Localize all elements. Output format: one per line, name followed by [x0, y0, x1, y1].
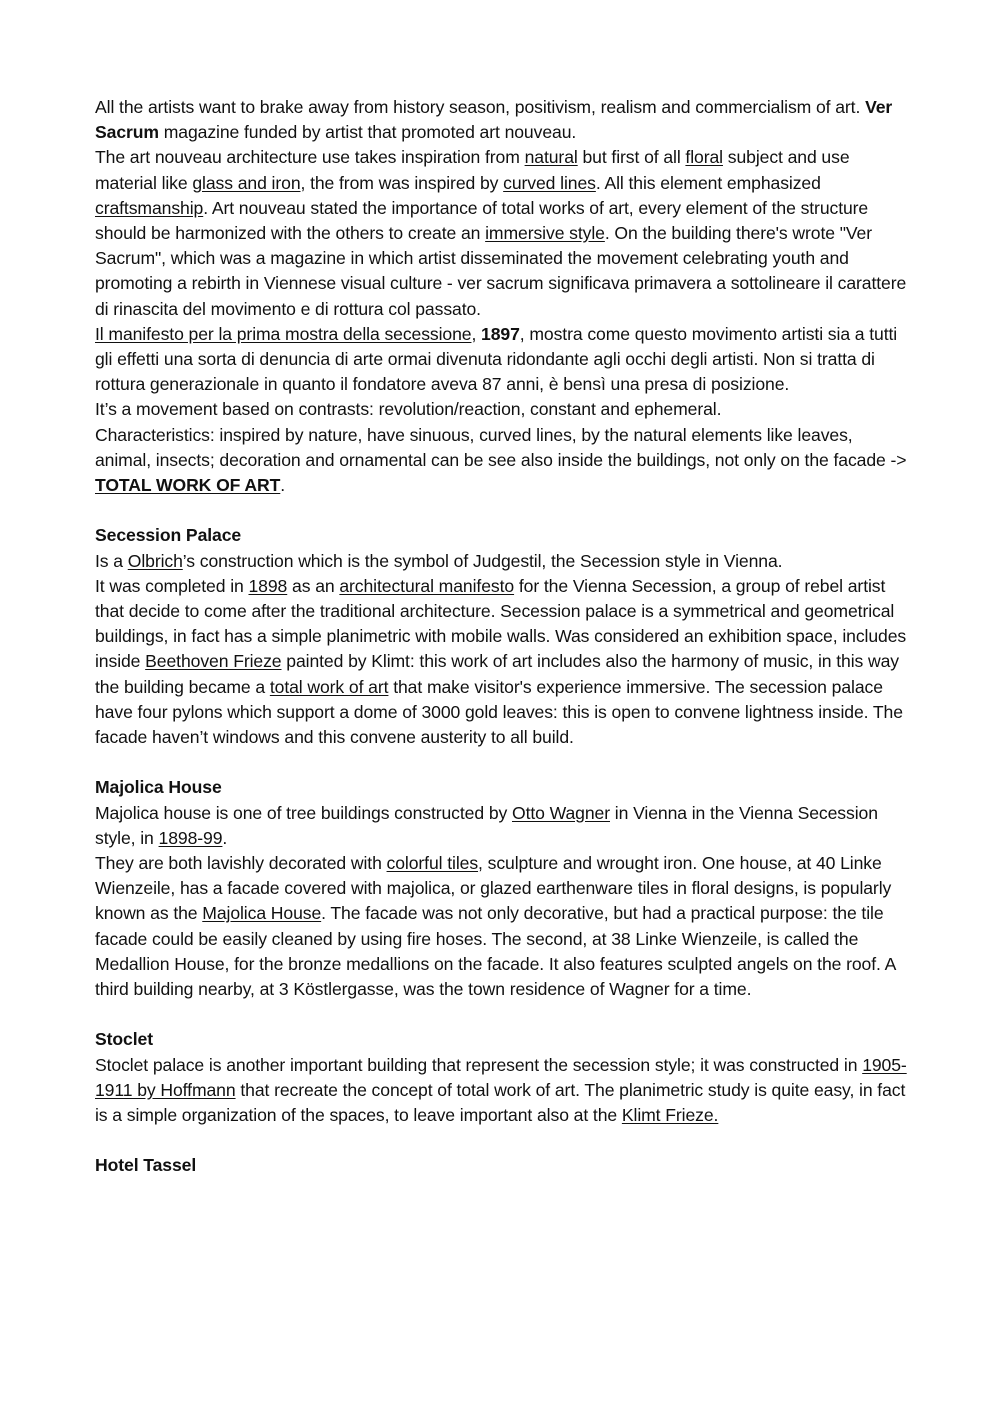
- underlined-text: Majolica House: [202, 903, 322, 924]
- secession-paragraph-1: [95, 549, 910, 574]
- text-run: . All this element emphasized: [595, 172, 821, 193]
- underlined-text: Otto Wagner: [512, 802, 610, 823]
- majolica-house-heading: Majolica House: [95, 777, 222, 798]
- underlined-text: colorful tiles: [386, 853, 479, 874]
- underlined-text: 1905-1911 by Hoffmann: [95, 1054, 907, 1100]
- text-run: .: [280, 475, 286, 496]
- intro-paragraph-1: [95, 95, 910, 145]
- text-run: , sculpture and wrought iron. One house, at 40 Linke Wienzeile, has a facade covered with majolica, or glazed earthenware tiles in floral designs, is popularly known as the: [95, 853, 892, 924]
- underlined-text: Klimt Frieze.: [621, 1105, 719, 1126]
- text-run: It was completed in: [95, 575, 249, 596]
- bold-text: Ver Sacrum: [95, 97, 893, 143]
- underlined-text: 1898: [248, 575, 288, 596]
- underlined-text: natural: [524, 147, 578, 168]
- text-run: ,: [471, 323, 482, 344]
- text-run: painted by Klimt: this work of art includes also the harmony of music, in this way the building became a: [95, 651, 900, 697]
- text-run: magazine funded by artist that promoted art nouveau.: [158, 122, 577, 143]
- text-run: that recreate the concept of total work of art. The planimetric study is quite easy, in fact is a simple organization of the spaces, to leave important also at the: [95, 1079, 906, 1126]
- text-run: , the from was inspired by: [300, 172, 504, 193]
- underlined-text: craftsmanship: [95, 197, 204, 218]
- text-run: Stoclet palace is another important building that represent the secession style; it was constructed in: [95, 1054, 863, 1075]
- majolica-house-section: [95, 775, 910, 1002]
- underlined-text: 1898-99: [158, 827, 223, 848]
- underlined-text: total work of art: [269, 676, 389, 697]
- text-run: for the Vienna Secession, a group of rebel artist that decide to come after the traditional architecture. Secession palace is a symmetrical and geometrical buildings, in fact has a simple planimetric with mobile walls. Was considered an exhibition space, includes inside: [95, 575, 907, 672]
- hotel-tassel-section: [95, 1153, 910, 1178]
- text-run: They are both lavishly decorated with: [95, 853, 387, 874]
- document-page: [95, 95, 910, 1179]
- text-run: but first of all: [577, 147, 686, 168]
- underlined-text: Il manifesto per la prima mostra della secessione: [95, 323, 472, 344]
- bold-underlined-text: TOTAL WORK OF ART: [95, 475, 281, 496]
- hotel-tassel-heading: Hotel Tassel: [95, 1155, 197, 1176]
- text-run: as an: [287, 575, 340, 596]
- underlined-text: architectural manifesto: [339, 575, 515, 596]
- intro-section: [95, 95, 910, 498]
- text-run: .: [222, 827, 228, 848]
- majolica-paragraph-2: [95, 851, 910, 1002]
- intro-paragraph-2: [95, 145, 910, 321]
- bold-text: 1897: [481, 323, 520, 344]
- underlined-text: floral: [685, 147, 723, 168]
- text-run: Is a: [95, 550, 128, 571]
- text-run: The art nouveau architecture use takes inspiration from: [95, 147, 525, 168]
- text-run: , mostra come questo movimento artisti sia a tutti gli effetti una sorta di denuncia di arte ormai divenuta ridondante agli occhi degli artisti. Non si tratta di rottura generazionale in quanto il fondatore aveva 87 anni, è bensì una presa di posizione.: [95, 323, 898, 395]
- text-run: It’s a movement based on contrasts: revolution/reaction, constant and ephemeral.: [95, 399, 722, 420]
- text-run: subject and use material like: [95, 147, 850, 193]
- text-run: All the artists want to brake away from history season, positivism, realism and commercialism of art.: [95, 97, 866, 117]
- text-run: in Vienna in the Vienna Secession style, in: [95, 802, 878, 848]
- text-run: Majolica house is one of tree buildings constructed by: [95, 802, 512, 823]
- intro-paragraph-4: [95, 397, 910, 422]
- text-run: . On the building there's wrote "Ver Sacrum", which was a magazine in which artist disseminated the movement celebrating youth and promoting a rebirth in Viennese visual culture - ver sacrum significava primavera a sottolineare il carattere di rinascita del movimento e di rottura col passato.: [95, 223, 907, 319]
- text-run: . The facade was not only decorative, but had a practical purpose: the tile facade could be easily cleaned by using fire hoses. The second, at 38 Linke Wienzeile, is called the Medallion House, for the bronze medallions on the facade. It also features sculpted angels on the roof. A third building nearby, at 3 Köstlergasse, was the town residence of Wagner for a time.: [95, 903, 896, 1000]
- underlined-text: Beethoven Frieze: [145, 651, 282, 672]
- text-run: that make visitor's experience immersive. The secession palace have four pylons which support a dome of 3000 gold leaves: this is open to convene lightness inside. The facade haven’t windows and this convene austerity to all build.: [95, 676, 903, 748]
- underlined-text: Olbrich: [127, 550, 183, 571]
- secession-palace-section: [95, 523, 910, 750]
- stoclet-section: [95, 1027, 910, 1128]
- underlined-text: curved lines: [503, 172, 596, 193]
- secession-paragraph-2: [95, 574, 910, 750]
- intro-paragraph-5: [95, 423, 910, 499]
- intro-paragraph-3: [95, 322, 910, 398]
- underlined-text: immersive style: [485, 223, 605, 244]
- secession-palace-heading: Secession Palace: [95, 525, 242, 546]
- text-run: . Art nouveau stated the importance of total works of art, every element of the structure should be harmonized with the others to create an: [95, 197, 869, 244]
- stoclet-heading: Stoclet: [95, 1029, 153, 1050]
- underlined-text: glass and iron: [192, 172, 301, 193]
- text-run: Characteristics: inspired by nature, have sinuous, curved lines, by the natural elements like leaves, animal, insects; decoration and ornamental can be see also inside the buildings, not only on the facade ->: [95, 424, 907, 470]
- stoclet-paragraph-1: [95, 1053, 910, 1129]
- majolica-paragraph-1: [95, 801, 910, 851]
- text-run: ’s construction which is the symbol of Judgestil, the Secession style in Vienna.: [182, 550, 783, 571]
